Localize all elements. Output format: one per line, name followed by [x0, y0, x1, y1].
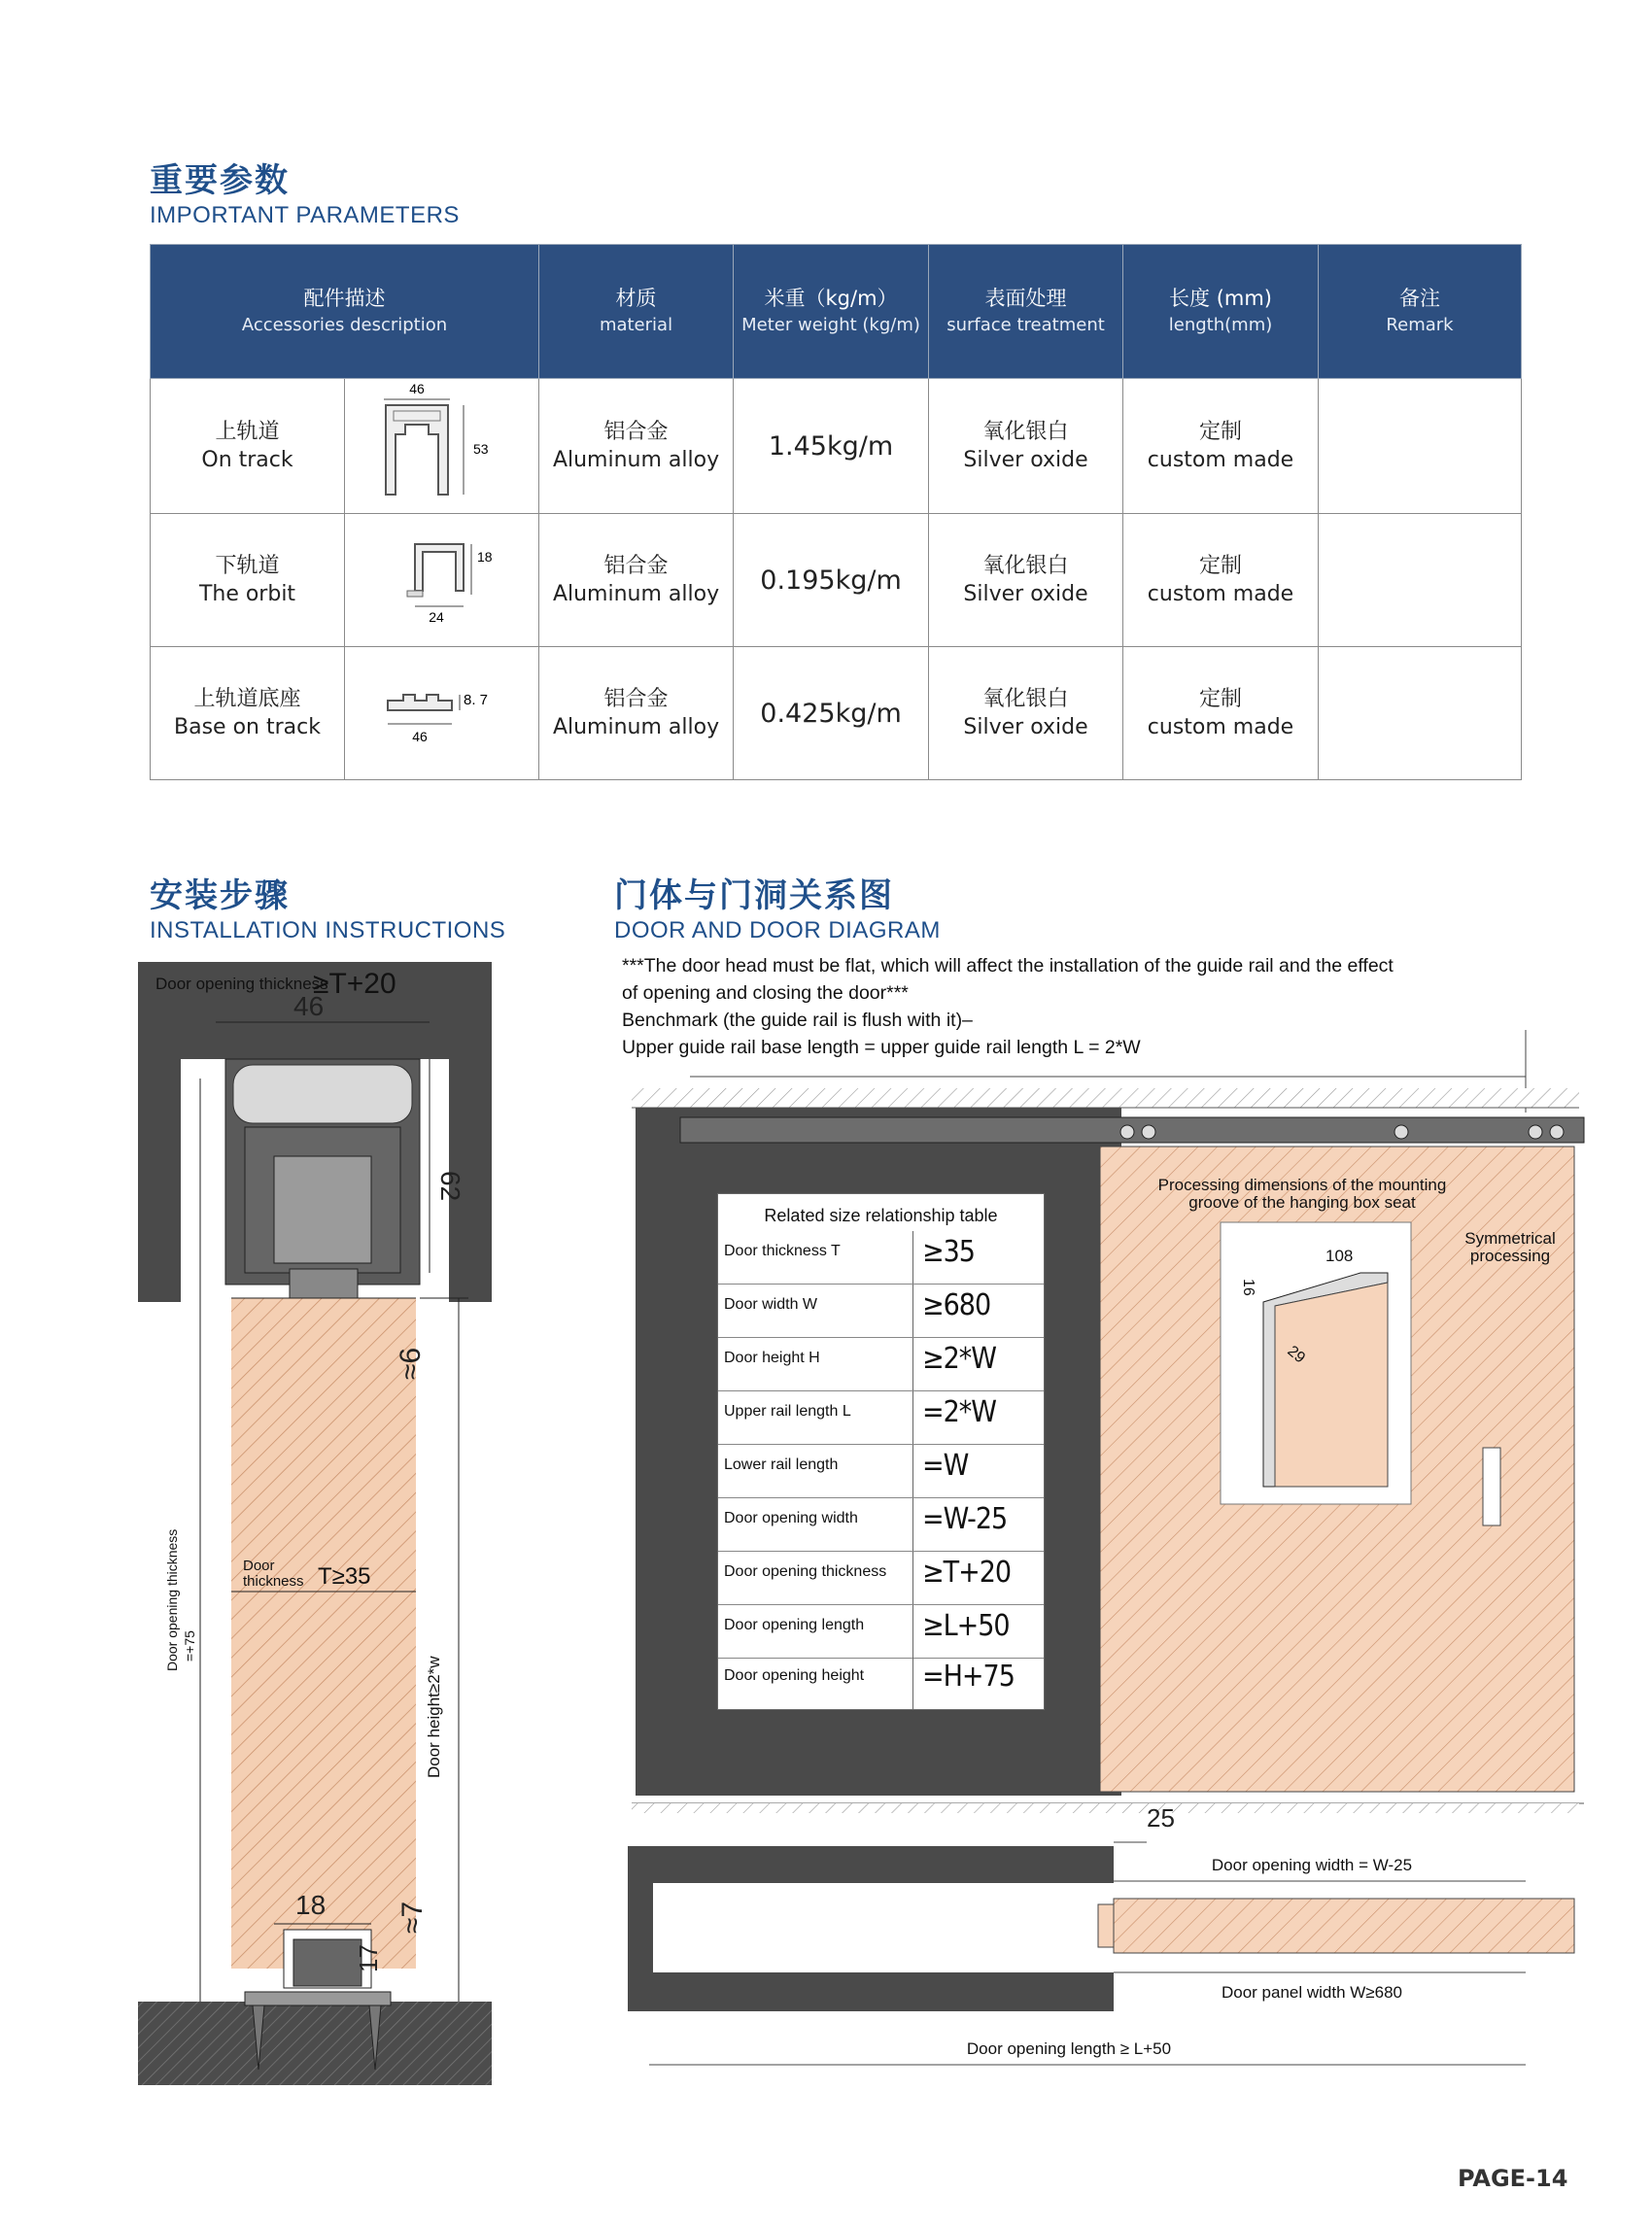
dim-17: 17 — [354, 1944, 383, 1972]
table-row — [718, 1656, 1044, 1709]
meter-weight: 0.195kg/m — [734, 514, 929, 647]
material: 铝合金 Aluminum alloy — [539, 379, 734, 514]
symmetrical-label2: processing — [1469, 1247, 1551, 1265]
top-label: Door opening thickness — [155, 975, 328, 993]
top-value: ≥T+20 — [313, 968, 396, 1000]
row-label: Door height H — [724, 1350, 820, 1366]
note-line: Upper guide rail base length = upper guide rail length L = 2*W — [622, 1037, 1141, 1058]
part-name: 下轨道 The orbit — [151, 514, 345, 647]
dim-29: 29 — [1284, 1343, 1308, 1367]
remark — [1319, 514, 1522, 647]
table-row — [718, 1285, 1044, 1338]
row-label: Door opening length — [724, 1617, 865, 1633]
row-value: =W — [922, 1449, 969, 1483]
install-title-cn: 安装步骤 — [150, 876, 290, 915]
table-row — [151, 379, 1522, 514]
row-value: =2*W — [922, 1395, 996, 1429]
header-accessories: 配件描述 Accessories description — [151, 245, 539, 379]
table-row — [718, 1445, 1044, 1498]
length: 定制 custom made — [1123, 647, 1319, 780]
part-profile-drawing — [345, 514, 539, 647]
row-value: ≥35 — [922, 1235, 975, 1269]
note-line: of opening and closing the door*** — [622, 982, 909, 1004]
remark — [1319, 647, 1522, 780]
params-title-en: IMPORTANT PARAMETERS — [150, 202, 460, 228]
meter-weight: 1.45kg/m — [734, 379, 929, 514]
remark — [1319, 379, 1522, 514]
table-header-row — [151, 245, 1522, 379]
dim-label: 24 — [428, 609, 444, 625]
parameters-table — [150, 244, 1522, 780]
row-label: Door thickness T — [724, 1243, 841, 1259]
on-track-profile-icon — [355, 380, 530, 504]
left-vertical-label2: =+75 — [182, 1630, 197, 1662]
diagram-title-en: DOOR AND DOOR DIAGRAM — [614, 917, 941, 943]
row-value: =H+75 — [922, 1660, 1015, 1694]
related-size-table — [717, 1193, 1045, 1710]
table-row — [151, 514, 1522, 647]
table-row — [718, 1231, 1044, 1285]
row-label: Door opening thickness — [724, 1563, 887, 1580]
part-name: 上轨道底座 Base on track — [151, 647, 345, 780]
surface: 氧化银白 Silver oxide — [929, 379, 1123, 514]
dim-108: 108 — [1325, 1247, 1354, 1265]
header-material: 材质 material — [539, 245, 734, 379]
table-row — [151, 647, 1522, 780]
door-thickness-label2: thickness — [243, 1573, 304, 1590]
processing-label: Processing dimensions of the mounting — [1157, 1176, 1447, 1194]
page-number: PAGE-14 — [1458, 2165, 1568, 2192]
door-thickness-label: Door — [243, 1558, 275, 1574]
note-line: ***The door head must be flat, which will affect the installation of the guide rail and the effect — [622, 955, 1394, 976]
dim-16: 16 — [1240, 1279, 1256, 1296]
surface: 氧化银白 Silver oxide — [929, 514, 1123, 647]
row-value: ≥680 — [922, 1288, 991, 1322]
row-label: Lower rail length — [724, 1456, 839, 1473]
header-surface: 表面处理 surface treatment — [929, 245, 1123, 379]
gap-7: ≈7 — [396, 1901, 429, 1934]
opening-length-label: Door opening length ≥ L+50 — [966, 2039, 1172, 2058]
part-profile-drawing — [345, 379, 539, 514]
row-value: =W-25 — [922, 1502, 1008, 1536]
related-table-caption: Related size relationship table — [764, 1206, 998, 1225]
dim-label: 46 — [411, 729, 428, 744]
installation-drawing — [138, 962, 492, 2085]
door-height-label: Door height≥2*w — [425, 1656, 443, 1778]
door-thickness-value: T≥35 — [318, 1563, 371, 1590]
part-name: 上轨道 On track — [151, 379, 345, 514]
dim-label: 8. 7 — [463, 692, 488, 708]
dim-25: 25 — [1147, 1803, 1175, 1833]
row-label: Upper rail length L — [724, 1403, 851, 1420]
surface: 氧化银白 Silver oxide — [929, 647, 1123, 780]
params-title-cn: 重要参数 — [150, 161, 290, 200]
material: 铝合金 Aluminum alloy — [539, 514, 734, 647]
table-row — [718, 1338, 1044, 1391]
row-value: ≥T+20 — [922, 1556, 1012, 1590]
processing-label2: groove of the hanging box seat — [1188, 1193, 1416, 1212]
header-remark: 备注 Remark — [1319, 245, 1522, 379]
install-title-en: INSTALLATION INSTRUCTIONS — [150, 917, 506, 943]
row-label: Door width W — [724, 1296, 818, 1313]
table-row — [718, 1552, 1044, 1605]
dim-46: 46 — [293, 991, 325, 1021]
row-label: Door opening width — [724, 1510, 858, 1526]
dim-62: 62 — [435, 1171, 465, 1202]
dim-18: 18 — [295, 1890, 327, 1920]
dim-label: 53 — [472, 441, 489, 457]
orbit-profile-icon — [355, 523, 530, 630]
row-label: Door opening height — [724, 1667, 865, 1684]
symmetrical-label: Symmetrical — [1464, 1229, 1556, 1248]
table-row — [718, 1391, 1044, 1445]
panel-width-label: Door panel width W≥680 — [1221, 1983, 1403, 2002]
header-length: 长度 (mm) length(mm) — [1123, 245, 1319, 379]
gap-6: ≈6 — [395, 1347, 427, 1380]
header-weight: 米重（kg/m） Meter weight (kg/m) — [734, 245, 929, 379]
length: 定制 custom made — [1123, 514, 1319, 647]
row-value: ≥2*W — [922, 1342, 996, 1376]
meter-weight: 0.425kg/m — [734, 647, 929, 780]
material: 铝合金 Aluminum alloy — [539, 647, 734, 780]
diagram-title-cn: 门体与门洞关系图 — [614, 876, 894, 915]
part-profile-drawing — [345, 647, 539, 780]
note-line: Benchmark (the guide rail is flush with it)– — [622, 1010, 973, 1031]
dim-label: 18 — [476, 549, 493, 565]
left-vertical-label: Door opening thickness — [164, 1528, 180, 1671]
base-track-profile-icon — [355, 656, 530, 763]
table-row — [718, 1498, 1044, 1552]
length: 定制 custom made — [1123, 379, 1319, 514]
row-value: ≥L+50 — [922, 1609, 1010, 1643]
dim-label: 46 — [408, 381, 425, 396]
opening-width-label: Door opening width = W-25 — [1211, 1856, 1413, 1874]
table-row — [718, 1605, 1044, 1659]
